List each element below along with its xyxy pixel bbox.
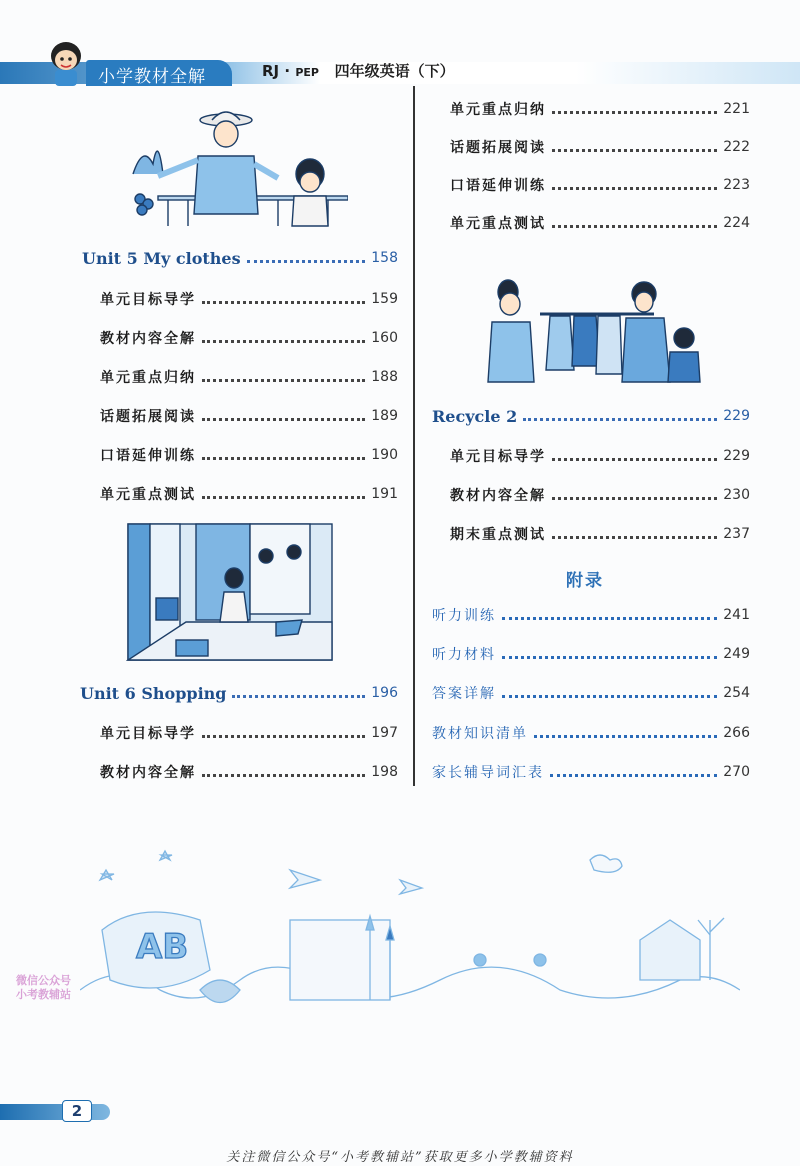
watermark-line1: 微信公众号	[16, 974, 71, 987]
toc-item-page: 160	[371, 330, 398, 346]
toc-item[interactable]	[100, 482, 398, 506]
toc-item-page: 230	[723, 487, 750, 503]
toc-item[interactable]	[100, 365, 398, 389]
watermark	[16, 974, 71, 1002]
toc-unit6-label: Unit 6 Shopping	[80, 683, 227, 703]
toc-item-label: 听力材料	[432, 647, 496, 663]
toc-recycle2[interactable]	[432, 404, 750, 428]
toc-item-label: 答案详解	[432, 686, 496, 702]
toc-item-page: 197	[371, 725, 398, 741]
toc-item-label: 单元重点测试	[450, 216, 546, 232]
toc-item-page: 241	[723, 607, 750, 623]
dot-leader	[502, 617, 717, 620]
toc-item[interactable]	[100, 443, 398, 467]
toc-item[interactable]	[100, 326, 398, 350]
dot-leader	[202, 301, 365, 304]
toc-item-label: 话题拓展阅读	[450, 140, 546, 156]
toc-item[interactable]	[450, 211, 750, 235]
toc-recycle2-page: 229	[723, 408, 750, 424]
mascot-icon	[42, 38, 90, 88]
dot-leader	[202, 418, 365, 421]
toc-item-page: 198	[371, 764, 398, 780]
toc-unit6-page: 196	[371, 685, 398, 701]
series-label: PEP	[295, 66, 319, 79]
toc-item[interactable]	[100, 760, 398, 784]
dot-leader	[232, 695, 365, 698]
toc-item-page: 190	[371, 447, 398, 463]
dot-leader	[202, 774, 365, 777]
dot-leader	[202, 340, 365, 343]
dot-leader	[202, 496, 365, 499]
toc-unit5-page: 158	[371, 250, 398, 266]
toc-item-label: 期末重点测试	[450, 527, 546, 543]
toc-item-page: 270	[723, 764, 750, 780]
toc-item-label: 单元重点测试	[100, 487, 196, 503]
subject-label: 四年级英语（下）	[334, 62, 455, 80]
dot-leader	[552, 497, 717, 500]
dot-leader	[550, 774, 717, 777]
toc-item-label: 单元目标导学	[100, 292, 196, 308]
appendix-title: 附录	[566, 571, 604, 591]
toc-appendix-item[interactable]	[432, 642, 750, 666]
toc-item-page: 266	[723, 725, 750, 741]
dot-leader	[502, 656, 717, 659]
toc-item-label: 家长辅导词汇表	[432, 765, 544, 781]
toc-item-page: 223	[723, 177, 750, 193]
dot-leader	[502, 695, 717, 698]
svg-text:AB: AB	[136, 927, 189, 967]
toc-item-label: 单元重点归纳	[100, 370, 196, 386]
toc-unit6[interactable]	[80, 681, 398, 705]
clothes-shopping-illustration	[484, 278, 704, 384]
toc-item-page: 249	[723, 646, 750, 662]
toc-item-label: 单元目标导学	[450, 449, 546, 465]
toc-item[interactable]	[450, 444, 750, 468]
book-title: 小学教材全解	[98, 67, 206, 87]
decorative-scene	[80, 840, 740, 1050]
toc-item-label: 口语延伸训练	[450, 178, 546, 194]
toc-appendix-item[interactable]	[432, 721, 750, 745]
toc-item-label: 单元重点归纳	[450, 102, 546, 118]
toc-item-page: 222	[723, 139, 750, 155]
dot-leader	[552, 111, 717, 114]
page-number: 2	[62, 1100, 92, 1122]
toc-item-label: 话题拓展阅读	[100, 409, 196, 425]
dot-leader	[202, 379, 365, 382]
column-divider	[413, 86, 415, 786]
toc-appendix-item[interactable]	[432, 681, 750, 705]
toc-item-label: 教材内容全解	[100, 331, 196, 347]
toc-appendix-item[interactable]	[432, 760, 750, 784]
toc-item-page: 237	[723, 526, 750, 542]
header-subtitle	[262, 60, 455, 81]
toc-recycle2-label: Recycle 2	[432, 406, 518, 426]
dot-leader	[552, 458, 717, 461]
dot-leader	[552, 187, 717, 190]
toc-item-page: 159	[371, 291, 398, 307]
toc-item-label: 教材内容全解	[450, 488, 546, 504]
toc-item[interactable]	[100, 404, 398, 428]
dot-leader	[552, 225, 717, 228]
toc-item-page: 254	[723, 685, 750, 701]
toc-item-page: 229	[723, 448, 750, 464]
toc-unit5[interactable]	[82, 246, 398, 270]
toc-item-label: 听力训练	[432, 608, 496, 624]
edition-label: RJ	[262, 62, 280, 80]
toc-item[interactable]	[450, 97, 750, 121]
farmer-boy-illustration	[128, 104, 348, 228]
toc-item-page: 191	[371, 486, 398, 502]
toc-item-label: 单元目标导学	[100, 726, 196, 742]
dot-leader	[523, 418, 717, 421]
toc-item-page: 189	[371, 408, 398, 424]
toc-item[interactable]	[450, 522, 750, 546]
dot-leader	[552, 149, 717, 152]
closet-room-illustration	[126, 522, 334, 662]
toc-item-page: 224	[723, 215, 750, 231]
edition-separator: ·	[284, 62, 291, 80]
toc-item[interactable]	[100, 721, 398, 745]
dot-leader	[247, 260, 366, 263]
dot-leader	[202, 735, 365, 738]
watermark-line2: 小考教辅站	[16, 988, 71, 1001]
toc-appendix-item[interactable]	[432, 603, 750, 627]
toc-item[interactable]	[450, 173, 750, 197]
footer-note: 关注微信公众号“小考教辅站”获取更多小学教辅资料	[226, 1150, 574, 1165]
dot-leader	[202, 457, 365, 460]
toc-item-label: 教材知识清单	[432, 726, 528, 742]
dot-leader	[534, 735, 717, 738]
dot-leader	[552, 536, 717, 539]
toc-item[interactable]	[100, 287, 398, 311]
toc-item-label: 教材内容全解	[100, 765, 196, 781]
toc-item[interactable]	[450, 483, 750, 507]
toc-item-page: 221	[723, 101, 750, 117]
toc-item-label: 口语延伸训练	[100, 448, 196, 464]
toc-item-page: 188	[371, 369, 398, 385]
toc-unit5-label: Unit 5 My clothes	[82, 248, 241, 268]
toc-item[interactable]	[450, 135, 750, 159]
page-number-bar	[0, 1104, 110, 1120]
